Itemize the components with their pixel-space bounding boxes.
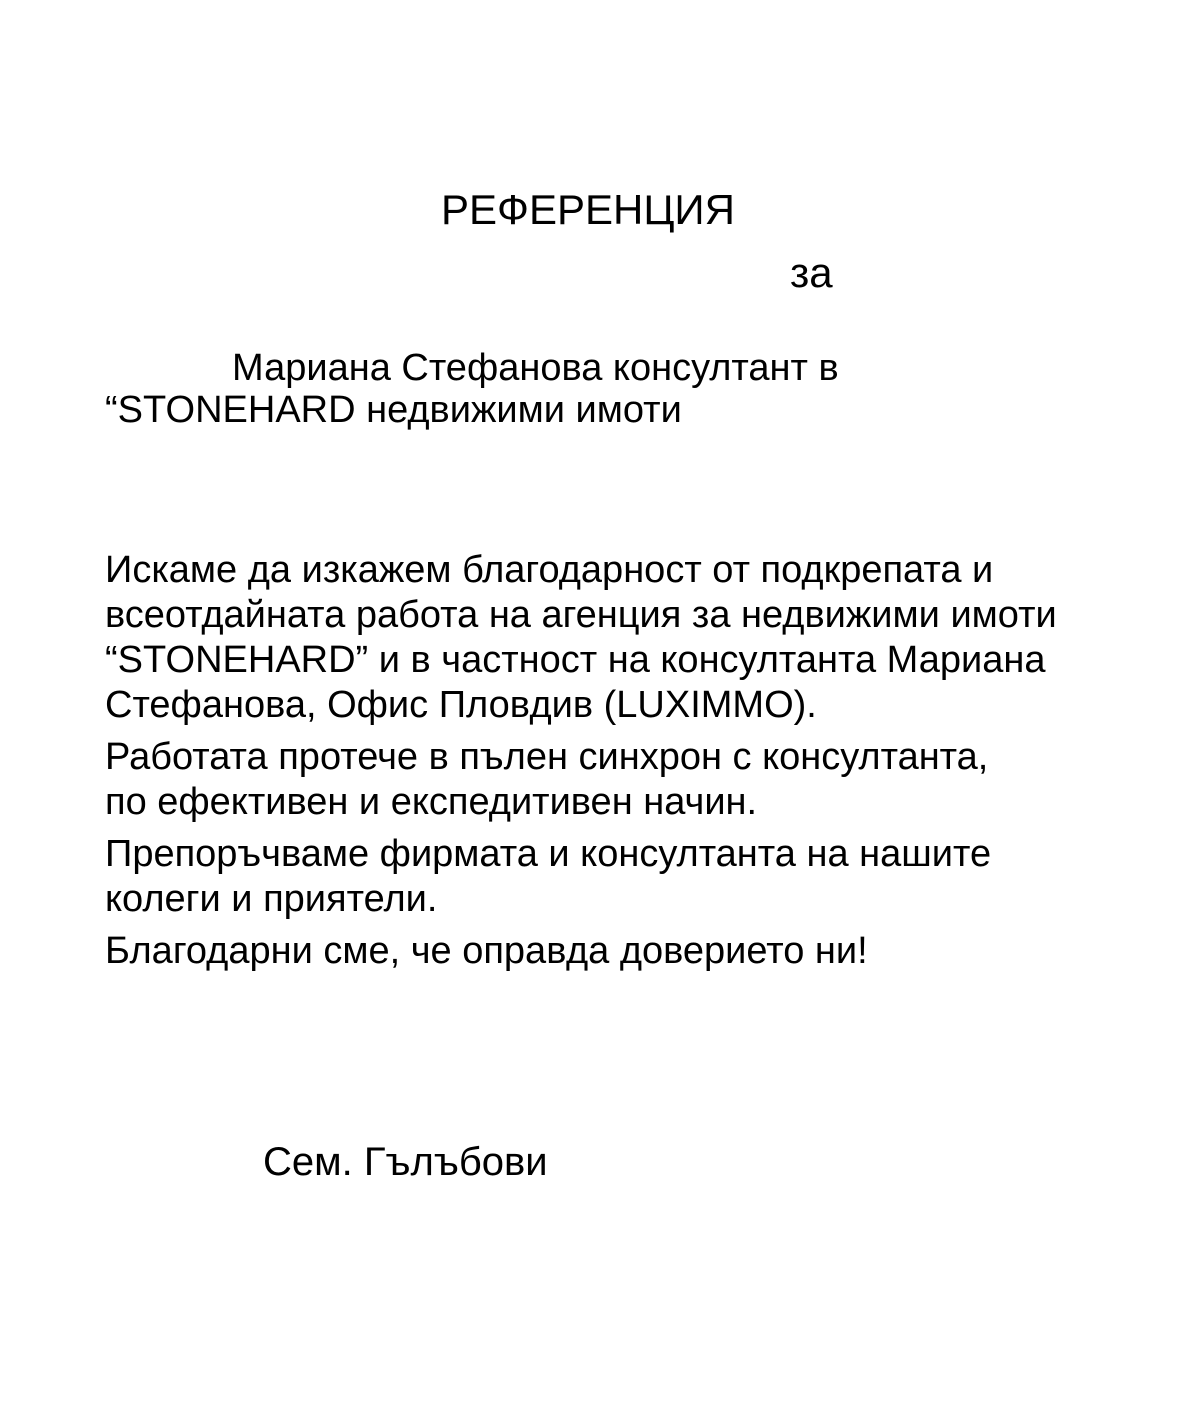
paragraph-line: Препоръчваме фирмата и консултанта на нашите [105,833,992,875]
signature: Сем. Гълъбови [263,1140,548,1184]
paragraph-line: колеги и приятели. [105,878,438,920]
subject-line: Мариана Стефанова консултант в [232,347,839,389]
letter-body [105,548,1160,974]
paragraph-line: “STONEHARD” и в частност на консултанта Мариана [105,639,1046,681]
subject-line: “STONEHARD недвижими имоти [105,389,682,431]
paragraph-line: Стефанова, Офис Пловдив (LUXIMMO). [105,684,817,726]
paragraph-line: Искаме да изкажем благодарност от подкрепата и [105,549,994,591]
document-title: РЕФЕРЕНЦИЯ [441,186,735,233]
paragraph-line: всеотдайната работа на агенция за недвижими имоти [105,594,1057,636]
paragraph [105,832,1160,922]
paragraph [105,735,1160,825]
paragraph-line: Благодарни сме, че оправда доверието ни! [105,930,868,972]
title-preposition: за [790,249,833,296]
paragraph-line: по ефективен и експедитивен начин. [105,781,758,823]
subject-block [0,347,1200,431]
paragraph-line: Работата протече в пълен синхрон с консултанта, [105,736,989,778]
paragraph [105,548,1160,728]
paragraph [105,929,1160,974]
